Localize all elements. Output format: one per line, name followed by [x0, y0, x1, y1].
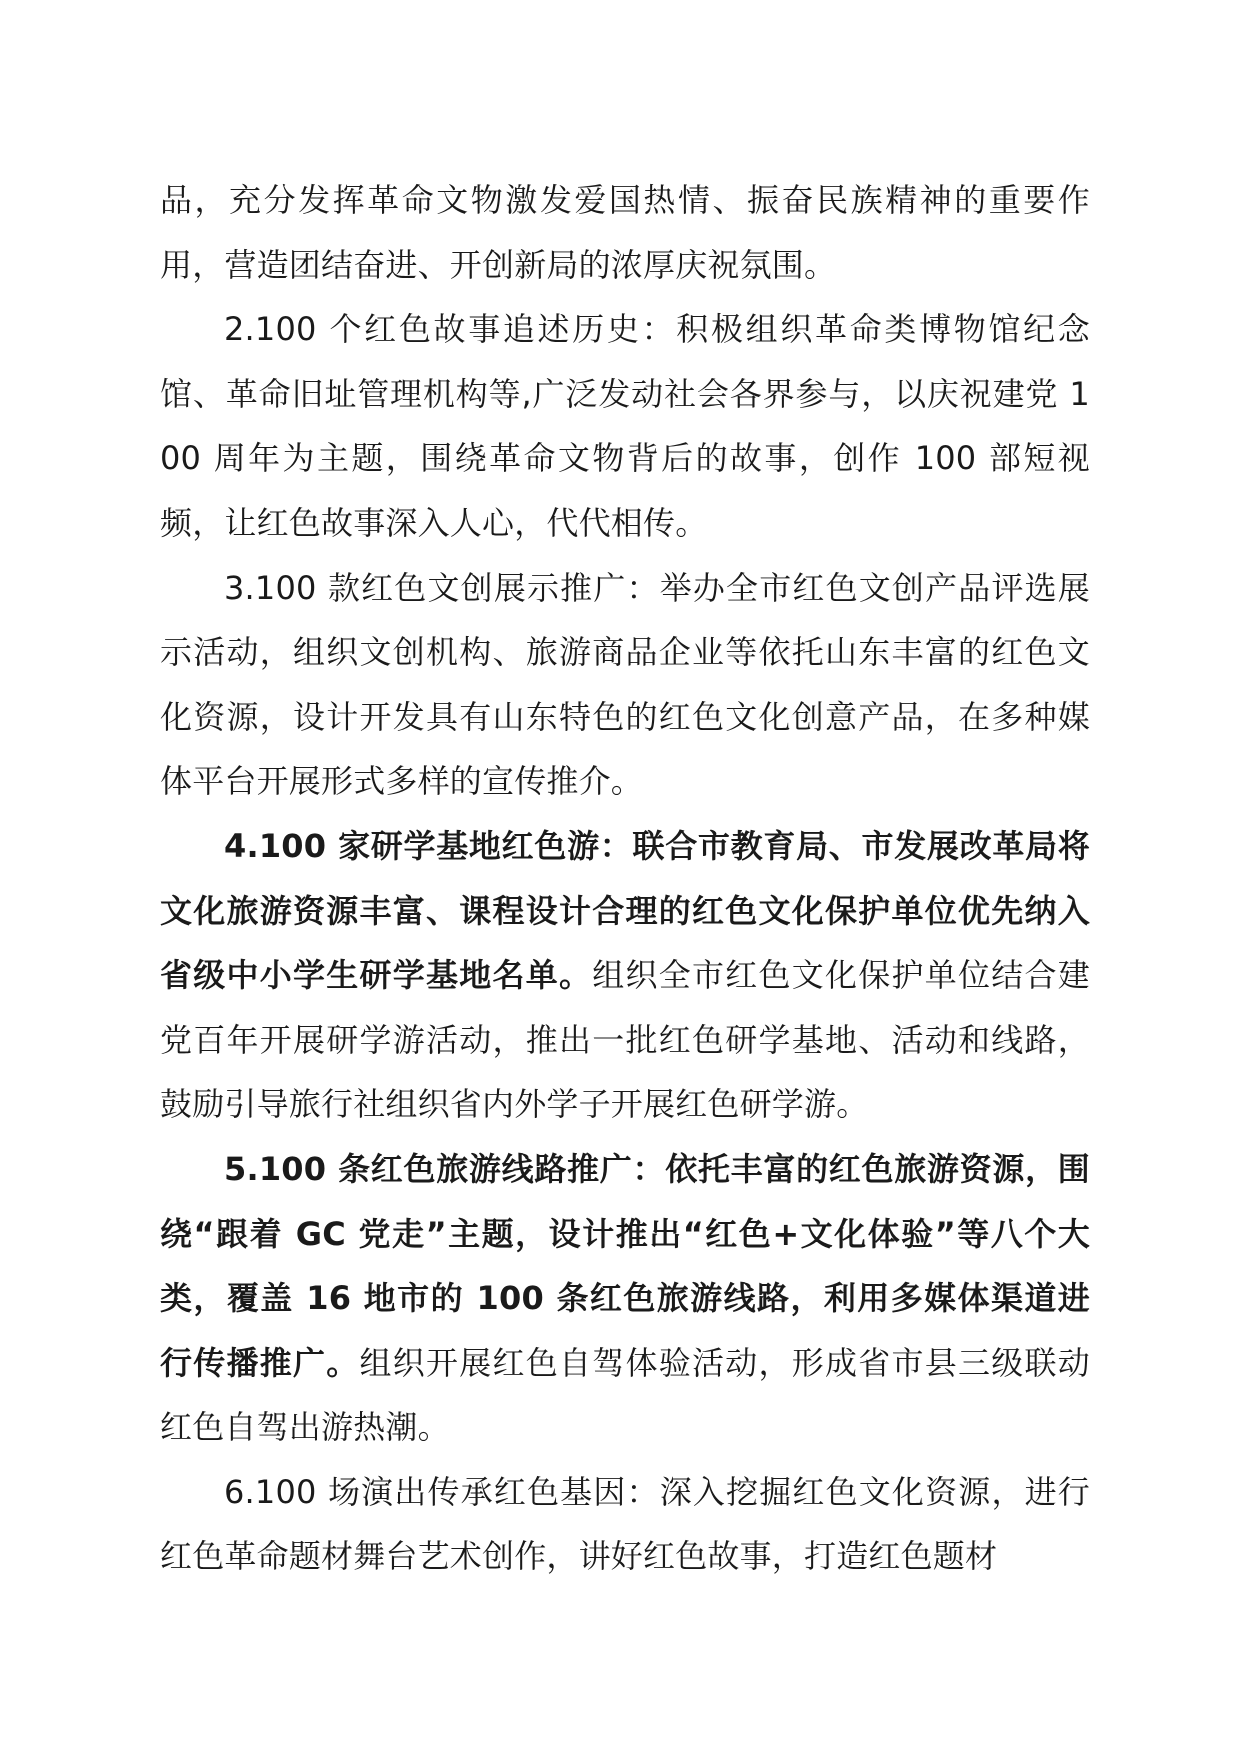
document-body [160, 168, 1090, 1589]
paragraph-1 [160, 168, 1090, 297]
paragraph-2-text: 2.100 个红色故事追述历史：积极组织革命类博物馆纪念馆、革命旧址管理机构等,广泛发动社会各界参与，以庆祝建党 100 周年为主题，围绕革命文物背后的故事，创作 100 部短视频，让红色故事深入人心，代代相传。 [160, 310, 1090, 542]
paragraph-3 [160, 556, 1090, 814]
paragraph-4-text: 组织全市红色文化保护单位结合建党百年开展研学游活动，推出一批红色研学基地、活动和线路，鼓励引导旅行社组织省内外学子开展红色研学游。 [160, 956, 1090, 1124]
paragraph-1-text: 品，充分发挥革命文物激发爱国热情、振奋民族精神的重要作用，营造团结奋进、开创新局的浓厚庆祝氛围。 [160, 181, 1090, 284]
paragraph-5 [160, 1137, 1090, 1460]
paragraph-6-text: 6.100 场演出传承红色基因：深入挖掘红色文化资源，进行红色革命题材舞台艺术创作，讲好红色故事，打造红色题材 [160, 1472, 1090, 1576]
paragraph-5-bold: 5.100 条红色旅游线路推广：依托丰富的红色旅游资源，围绕“跟着 GC 党走”主题，设计推出“红色+文化体验”等八个大类，覆盖 16 地市的 100 条红色旅游线路，利用多媒体渠道进行传播推广。 [160, 1149, 1090, 1382]
paragraph-4-bold: 4.100 家研学基地红色游：联合市教育局、市发展改革局将文化旅游资源丰富、课程设计合理的红色文化保护单位优先纳入省级中小学生研学基地名单。 [160, 826, 1090, 995]
paragraph-5-text: 组织开展红色自驾体验活动，形成省市县三级联动红色自驾出游热潮。 [160, 1343, 1090, 1447]
paragraph-3-text: 3.100 款红色文创展示推广：举办全市红色文创产品评选展示活动，组织文创机构、旅游商品企业等依托山东丰富的红色文化资源，设计开发具有山东特色的红色文化创意产品，在多种媒体平台开展形式多样的宣传推介。 [160, 568, 1090, 801]
paragraph-4 [160, 814, 1090, 1137]
paragraph-2 [160, 297, 1090, 555]
paragraph-6 [160, 1460, 1090, 1589]
